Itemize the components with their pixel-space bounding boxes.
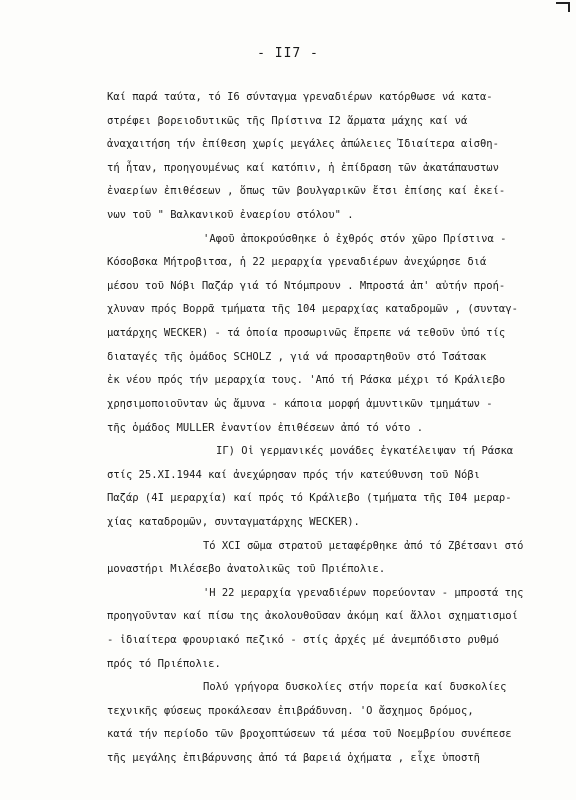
- text-line: διαταγές τῆς ὁμάδος SCHOLZ , γιά νά προσαρτηθοῦν στό Τσάτσακ: [107, 351, 487, 363]
- text-line: τεχνικῆς φύσεως προκάλεσαν ἐπιβράδυνση. 'Ο ἄσχημος δρόμος,: [107, 705, 474, 717]
- text-line: στρέφει βορειοδυτικῶς τῆς Πρίστινα I2 ἅρματα μάχης καί νά: [107, 115, 468, 127]
- text-line: χρησιμοποιοῦνταν ὡς ἄμυνα - κάποια μορφή ἀμυντικῶν τμημάτων -: [107, 398, 493, 410]
- text-line: τῆς ὁμάδος MULLER ἐναντίον ἐπιθέσεων ἀπό τό νότο .: [107, 422, 424, 434]
- text-line: ἀναχαιτήση τήν ἐπίθεση χωρίς μεγάλες ἀπώλειες Ἰδιαίτερα αἰσθη-: [107, 138, 499, 150]
- text-line: ἐναερίων ἐπιθέσεων , ὅπως τῶν βουλγαρικῶν ἔτσι ἐπίσης καί ἐκεί-: [107, 185, 506, 197]
- text-line: Καί παρά ταύτα, τό I6 σύνταγμα γρεναδιέρων κατόρθωσε νά κατα-: [107, 91, 493, 103]
- text-line: - ἰδιαίτερα φρουριακό πεζικό - στίς ἀρχές μέ ἀνεμπόδιστο ρυθμό: [107, 634, 499, 646]
- text-line: κατά τήν περίοδο τῶν βροχοπτώσεων τά μέσα τοῦ Νοεμβρίου συνέπεσε: [107, 728, 512, 740]
- text-line: Πολύ γρήγορα δυσκολίες στήν πορεία καί δυσκολίες: [203, 681, 507, 693]
- text-line: Παζάρ (4I μεραρχία) καί πρός τό Κράλιεβο (τμήματα τῆς I04 μεραρ-: [107, 492, 512, 504]
- text-line: ματάρχης WECKER) - τά ὁποία προσωρινῶς ἔπρεπε νά τεθοῦν ὑπό τίς: [107, 327, 506, 339]
- text-line: χλυναν πρός Βορρᾶ τμήματα τῆς 104 μεραρχίας καταδρομῶν , (συνταγ-: [107, 303, 518, 315]
- text-line: 'Η 22 μεραρχία γρεναδιέρων πορεύονταν - μπροστά της: [203, 587, 524, 599]
- text-line: ἐκ νέου πρός τήν μεραρχία τους. 'Από τή Ράσκα μέχρι τό Κράλιεβο: [107, 374, 506, 386]
- text-line: χίας καταδρομῶν, συνταγματάρχης WECKER).: [107, 516, 360, 528]
- text-line: IΓ) Οἱ γερμανικές μονάδες ἐγκατέλειψαν τή Ράσκα: [216, 445, 514, 457]
- text-line: πρός τό Πριέπολιε.: [107, 658, 221, 670]
- text-line: τή ἦταν, προηγουμένως καί κατόπιν, ἡ ἐπίδραση τῶν ἀκατάπαυστων: [107, 162, 499, 174]
- text-line: μοναστήρι Μιλέσεβο ἀνατολικῶς τοῦ Πριέπολιε.: [107, 563, 386, 575]
- text-line: τῆς μεγάλης ἐπιβάρυνσης ἀπό τά βαρειά ὀχήματα , εἶχε ὑποστῆ: [107, 752, 480, 764]
- text-line: προηγοῦνταν καί πίσω της ἀκολουθοῦσαν ἀκόμη καί ἄλλοι σχηματισμοί: [107, 610, 518, 622]
- text-line: Τό XCI σῶμα στρατοῦ μεταφέρθηκε ἀπό τό Ζβέτσανι στό: [203, 540, 524, 552]
- text-line: Κόσοβσκα Μήτροβιτσα, ἡ 22 μεραρχία γρεναδιέρων ἀνεχώρησε διά: [107, 256, 487, 268]
- text-line: 'Αφοῦ ἀποκρούσθηκε ὁ ἐχθρός στόν χῶρο Πρίστινα -: [203, 233, 507, 245]
- text-line: νων τοῦ " Βαλκανικοῦ ἐναερίου στόλου" .: [107, 209, 354, 221]
- text-line: μέσου τοῦ Νόβι Παζάρ γιά τό Ντόμπρουν . Μπροστά ἀπ' αὐτήν προή-: [107, 280, 506, 292]
- text-line: στίς 25.XI.1944 καί ἀνεχώρησαν πρός τήν κατεύθυνση τοῦ Νόβι: [107, 469, 480, 481]
- page-number: - II7 -: [257, 46, 319, 61]
